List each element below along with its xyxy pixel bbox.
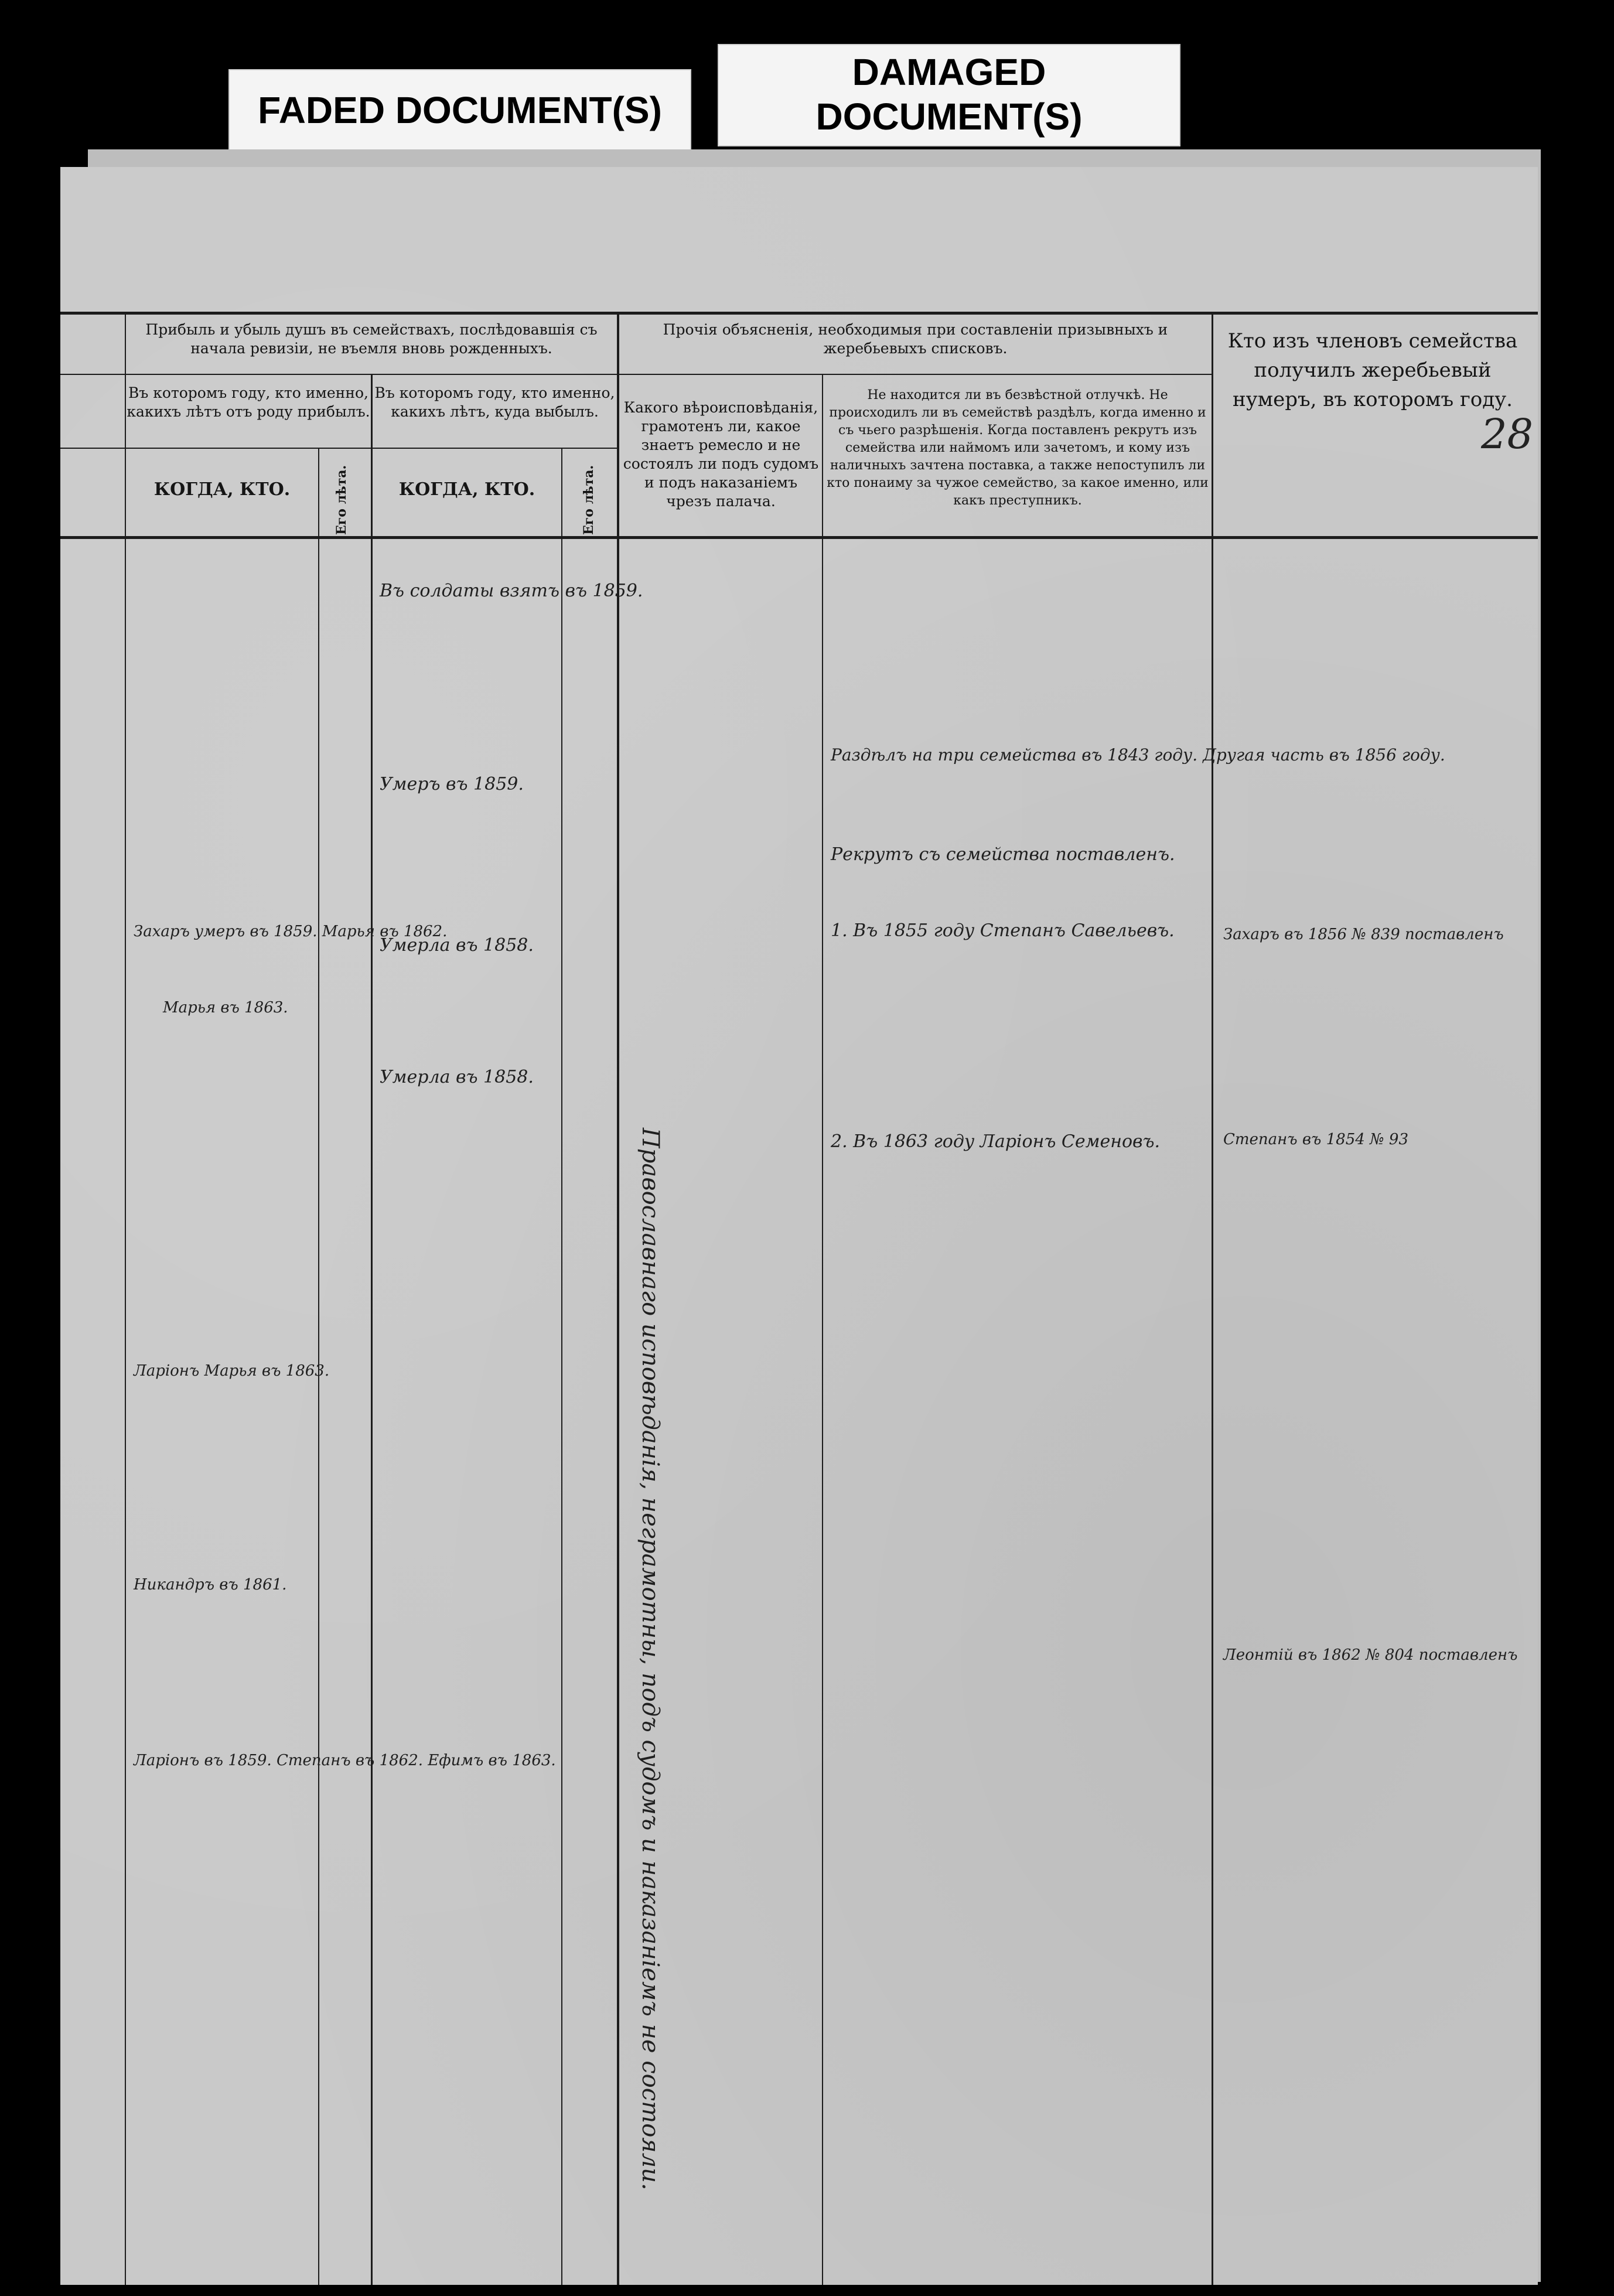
register-page <box>60 167 1538 2285</box>
lot-number-title: Кто изъ членовъ семейства получилъ жеребьевый нумеръ, въ которомъ году. <box>1227 329 1518 411</box>
header-bottom-rule <box>60 536 1538 539</box>
other-explanations-title: Прочія объясненія, необходимыя при составленіи призывныхъ и жеребьевыхъ списковъ. <box>663 321 1168 357</box>
table-top-rule <box>60 312 1538 315</box>
header-rule-1 <box>60 374 1212 375</box>
religion-subtitle: Какого вѣроисповѣданія, грамотенъ ли, какое знаетъ ремесло и не состоялъ ли подъ судомъ и подъ наказаніемъ чрезъ палача. <box>623 399 819 510</box>
lot-entry: Леонтій въ 1862 № 804 поставленъ <box>1223 1646 1518 1664</box>
lot-section-rule <box>1212 312 1213 2285</box>
header-rule-2 <box>60 448 617 449</box>
departed-entry: Умерла въ 1858. <box>380 935 534 956</box>
arrived-entry: Ларіонъ Марья въ 1863. <box>134 1362 330 1380</box>
damaged-document-label <box>718 44 1180 146</box>
section-rule <box>617 312 619 2285</box>
religion-note: Православнаго исповѣданія, неграмотны, подъ судомъ и наказаніемъ не состояли. <box>637 1128 664 2191</box>
absence-subtitle: Не находится ли въ безвѣстной отлучкѣ. Не происходилъ ли въ семействѣ раздѣлъ, когда именно и съ чьего разрѣшенія. Когда поставленъ рекрутъ изъ семейства или наймомъ или зачетомъ, и кому изъ наличныхъ зачтена поставка, а также непоступилъ ли кто понаиму за чужое семейство, за какое именно, или какъ преступникъ. <box>827 388 1209 508</box>
departed-when-who-header: КОГДА, КТО. <box>398 479 535 500</box>
arrived-departed-rule <box>371 374 373 2285</box>
absence-entry: 1. Въ 1855 году Степанъ Савельевъ. <box>831 920 1175 941</box>
damaged-label-line1: DAMAGED <box>852 51 1046 93</box>
departed-subtitle: Въ которомъ году, кто именно, какихъ лѣтъ, куда выбылъ. <box>374 384 615 420</box>
departed-age-header: Его лѣта. <box>581 465 596 535</box>
religion-absence-rule <box>822 374 823 2285</box>
lot-entry: Захаръ въ 1856 № 839 поставленъ <box>1223 926 1504 943</box>
absence-entry: Рекрутъ съ семейства поставленъ. <box>831 844 1175 865</box>
arrived-when-who-header: КОГДА, КТО. <box>153 479 291 500</box>
departed-entry: Умерла въ 1858. <box>380 1067 534 1087</box>
arrived-entry: Никандръ въ 1861. <box>134 1576 287 1594</box>
absence-entry: Раздѣлъ на три семейства въ 1843 году. Другая часть въ 1856 году. <box>831 745 1445 765</box>
arrived-entry: Ларіонъ въ 1859. Степанъ въ 1862. Ефимъ въ 1863. <box>134 1752 556 1769</box>
departed-entry: Умеръ въ 1859. <box>380 774 524 794</box>
absence-entry: 2. Въ 1863 году Ларіонъ Семеновъ. <box>831 1131 1161 1152</box>
lot-entry: Степанъ въ 1854 № 93 <box>1223 1131 1409 1148</box>
damaged-label-line2: DOCUMENT(S) <box>815 95 1083 138</box>
page-number: 28 <box>1481 410 1534 458</box>
gain-loss-title: Прибыль и убыль душъ въ семействахъ, послѣдовавшія съ начала ревизіи, не въемля вновь рожденныхъ. <box>145 321 598 357</box>
departed-age-rule <box>561 448 562 2285</box>
arrived-subtitle: Въ которомъ году, кто именно, какихъ лѣтъ отъ роду прибылъ. <box>127 384 370 420</box>
departed-entry: Въ солдаты взятъ въ 1859. <box>380 581 643 601</box>
arrived-age-header: Его лѣта. <box>334 465 349 535</box>
arrived-entry: Захаръ умеръ въ 1859. Марья въ 1862. <box>134 923 448 940</box>
arrived-entry: Марья въ 1863. <box>163 999 288 1016</box>
margin-rule <box>125 312 126 2285</box>
faded-document-label: FADED DOCUMENT(S) <box>228 69 691 151</box>
